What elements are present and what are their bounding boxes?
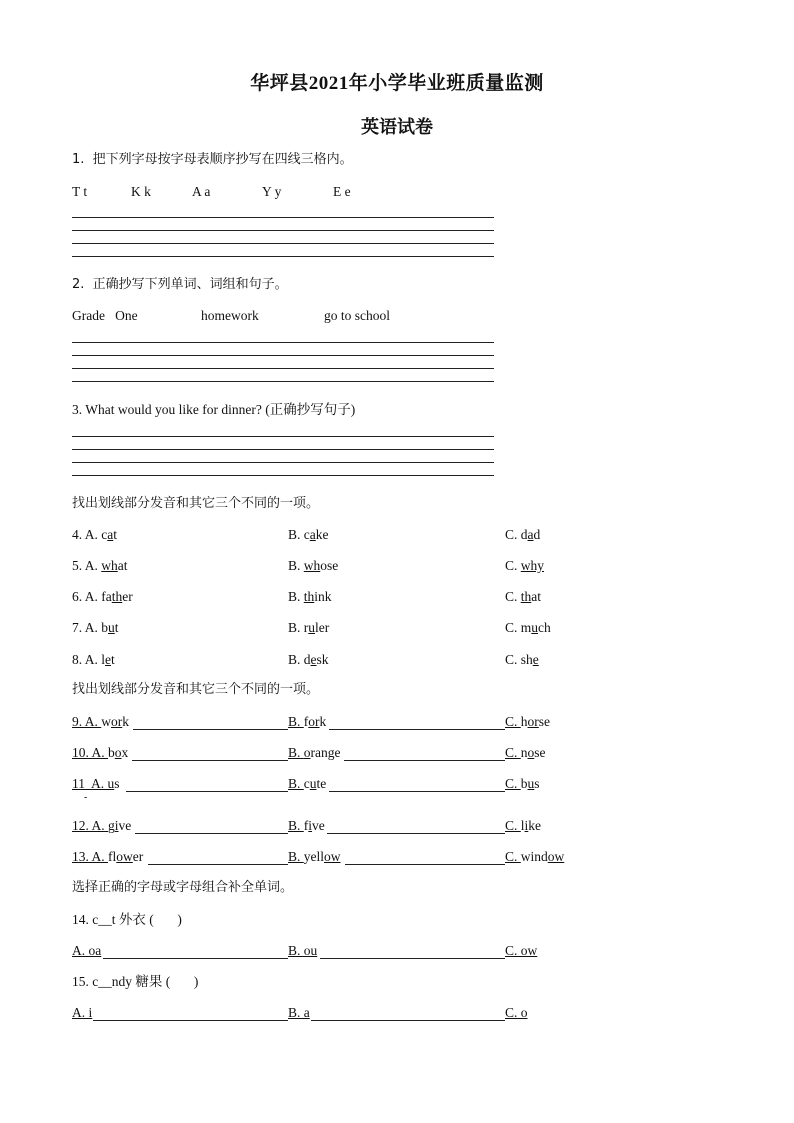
writing-line — [72, 342, 494, 343]
word-part: at — [117, 558, 128, 573]
mc2-option-a[interactable] — [72, 818, 131, 834]
word-part: f — [303, 714, 309, 729]
blank-line — [133, 729, 288, 730]
underlined-sound: i — [308, 818, 313, 833]
underlined-sound: u — [108, 620, 115, 635]
writing-line — [72, 475, 494, 476]
option-letter: C. — [505, 849, 521, 864]
word-part: wind — [520, 849, 548, 864]
underlined-sound: a — [107, 527, 114, 542]
mc1-option-a[interactable] — [72, 620, 119, 636]
word-part: c — [303, 527, 310, 542]
word-part: sh — [520, 652, 533, 667]
mc1-option-a[interactable] — [72, 589, 133, 605]
underlined-sound: wh — [303, 558, 321, 573]
underlined-sound: u — [527, 776, 535, 791]
option-letter: C. — [505, 776, 521, 791]
mc2-option-c[interactable] — [505, 818, 541, 834]
writing-line — [72, 368, 494, 369]
mc1-option-b[interactable] — [288, 558, 338, 574]
word-part: d — [520, 527, 528, 542]
word-part: t — [114, 620, 119, 635]
blank-line — [126, 791, 288, 792]
option-letter: 8. A. — [72, 652, 102, 667]
word-part: sk — [316, 652, 329, 667]
q14-option-b[interactable] — [288, 943, 317, 959]
word-part: l — [520, 818, 525, 833]
underlined-sound: ow — [116, 849, 133, 864]
underlined-sound: why — [520, 558, 545, 573]
word-part: n — [520, 745, 528, 760]
section3-instruction: 选择正确的字母或字母组合补全单词。 — [72, 880, 294, 895]
word-part: f — [303, 818, 309, 833]
option-letter: B. — [288, 776, 304, 791]
writing-line — [72, 256, 494, 257]
option-letter: 12. A. — [72, 818, 109, 833]
mc1-option-b[interactable] — [288, 527, 329, 543]
blank-line — [135, 833, 288, 834]
q1-letter: A a — [192, 184, 211, 199]
q14-text: 14. c__t 外衣 ( ) — [72, 912, 182, 927]
word-part: te — [316, 776, 327, 791]
option-letter: C. — [505, 620, 521, 635]
word-part: se — [538, 714, 551, 729]
option-letter: B. — [288, 745, 304, 760]
word-part: d — [303, 652, 311, 667]
word-part: k — [319, 714, 327, 729]
blank-line — [148, 864, 288, 865]
mc2-option-c[interactable] — [505, 745, 546, 761]
q15-option-a-text: A. i — [72, 1005, 93, 1020]
underlined-sound: e — [532, 652, 539, 667]
mc2-option-a[interactable] — [72, 745, 128, 761]
q15-option-b-text: B. a — [288, 1005, 310, 1020]
underlined-sound: th — [303, 589, 315, 604]
underlined-sound: e — [310, 652, 317, 667]
blank-line — [345, 864, 505, 865]
underlined-sound: i — [524, 818, 529, 833]
word-part: fl — [108, 849, 117, 864]
underlined-sound: or — [111, 714, 123, 729]
writing-line — [72, 381, 494, 382]
option-letter: 9. A. — [72, 714, 102, 729]
mc1-option-b[interactable] — [288, 589, 332, 605]
underlined-sound: u — [308, 620, 316, 635]
option-letter: 11 A. — [72, 776, 108, 791]
underlined-sound: u — [309, 776, 317, 791]
option-letter: B. — [288, 849, 304, 864]
q1-letter: T t — [72, 184, 88, 199]
option-letter: B. — [288, 589, 304, 604]
underlined-sound: or — [308, 714, 320, 729]
option-letter: B. — [288, 818, 304, 833]
word-part: ler — [315, 620, 330, 635]
option-letter: C. — [505, 818, 521, 833]
blank-line — [344, 760, 505, 761]
word-part: at — [531, 589, 542, 604]
q3-prompt: 3. What would you like for dinner? (正确抄写句子) — [72, 402, 356, 417]
underlined-sound: or — [527, 714, 539, 729]
word-part: er — [122, 589, 133, 604]
word-part: fa — [101, 589, 112, 604]
word-part: t — [113, 527, 118, 542]
blank-line — [327, 833, 505, 834]
word-part: ose — [320, 558, 339, 573]
mc2-option-b[interactable] — [288, 818, 325, 834]
q14-option-c-text: C. ow — [505, 943, 538, 958]
word-part: d — [533, 527, 541, 542]
word-part: s — [534, 776, 540, 791]
blank-line — [132, 760, 288, 761]
q14-option-a-text: A. oa — [72, 943, 102, 958]
option-letter: 6. A. — [72, 589, 102, 604]
writing-line — [72, 355, 494, 356]
q15-text: 15. c__ndy 糖果 ( ) — [72, 974, 199, 989]
mc2-option-b[interactable] — [288, 776, 326, 792]
option-letter: B. — [288, 558, 304, 573]
mc2-option-c[interactable] — [505, 776, 540, 792]
word-part: r — [303, 620, 309, 635]
word-part: g — [108, 818, 115, 833]
mc2-option-a[interactable] — [72, 776, 120, 792]
mc1-option-c[interactable] — [505, 620, 551, 636]
blank-line — [329, 791, 505, 792]
option-letter: C. — [505, 745, 521, 760]
stray-mark: - — [84, 792, 88, 803]
word-part: ink — [314, 589, 332, 604]
q2-item: go to school — [324, 308, 390, 323]
word-part: l — [101, 652, 106, 667]
q2-item: homework — [201, 308, 259, 323]
mc2-option-b[interactable] — [288, 849, 341, 865]
option-letter: C. — [505, 652, 521, 667]
option-letter: B. — [288, 527, 304, 542]
mc2-option-a[interactable] — [72, 849, 143, 865]
word-part: b — [520, 776, 528, 791]
q14-option-b-text: B. ou — [288, 943, 318, 958]
option-letter: C. — [505, 714, 521, 729]
q15-prompt — [72, 974, 198, 990]
option-letter: B. — [288, 652, 304, 667]
q15-option-c-text: C. o — [505, 1005, 528, 1020]
writing-line — [72, 230, 494, 231]
option-letter: C. — [505, 589, 521, 604]
blank-line — [93, 1020, 288, 1021]
mc2-option-a[interactable] — [72, 714, 129, 730]
blank-line — [103, 958, 288, 959]
underlined-sound: th — [520, 589, 532, 604]
word-part: x — [121, 745, 129, 760]
option-letter: 10. A. — [72, 745, 109, 760]
word-part: s — [114, 776, 120, 791]
q1-letter: E e — [333, 184, 351, 199]
q14-prompt — [72, 912, 182, 928]
word-part: m — [520, 620, 532, 635]
word-part: ve — [312, 818, 325, 833]
blank-line — [320, 958, 505, 959]
underlined-sound: u — [531, 620, 539, 635]
underlined-sound: wh — [101, 558, 118, 573]
writing-line — [72, 243, 494, 244]
mc1-option-a[interactable] — [72, 527, 117, 543]
mc1-option-c[interactable] — [505, 652, 539, 668]
mc2-option-c[interactable] — [505, 849, 564, 865]
mc1-option-c[interactable] — [505, 527, 540, 543]
mc2-option-b[interactable] — [288, 745, 341, 761]
option-letter: 13. A. — [72, 849, 109, 864]
underlined-sound: o — [114, 745, 122, 760]
q15-option-a[interactable] — [72, 1005, 92, 1021]
underlined-sound: th — [111, 589, 123, 604]
word-part: yell — [303, 849, 325, 864]
mc1-option-c[interactable] — [505, 558, 544, 574]
underlined-sound: ow — [547, 849, 565, 864]
word-part: se — [534, 745, 546, 760]
word-part: c — [101, 527, 108, 542]
q1-letter: Y y — [262, 184, 282, 199]
writing-line — [72, 436, 494, 437]
exam-title: 华坪县2021年小学毕业班质量监测 — [250, 73, 544, 94]
q1-prompt: 1. 把下列字母按字母表顺序抄写在四线三格内。 — [72, 152, 353, 167]
section1-instruction: 找出划线部分发音和其它三个不同的一项。 — [72, 496, 320, 511]
word-part: er — [132, 849, 144, 864]
section2-instruction: 找出划线部分发音和其它三个不同的一项。 — [72, 682, 320, 697]
underlined-sound: ow — [324, 849, 341, 864]
word-part: b — [108, 745, 115, 760]
word-part: ch — [538, 620, 551, 635]
blank-line — [329, 729, 505, 730]
writing-line — [72, 462, 494, 463]
mc1-option-a[interactable] — [72, 558, 128, 574]
option-letter: 7. A. — [72, 620, 102, 635]
mc1-option-b[interactable] — [288, 652, 329, 668]
q1-letter: K k — [131, 184, 151, 199]
word-part: w — [101, 714, 112, 729]
q15-option-c[interactable] — [505, 1005, 528, 1021]
writing-line — [72, 217, 494, 218]
mc2-option-c[interactable] — [505, 714, 550, 730]
word-part: ke — [315, 527, 329, 542]
q14-option-c[interactable] — [505, 943, 537, 959]
exam-subtitle: 英语试卷 — [361, 117, 433, 137]
option-letter: 5. A. — [72, 558, 102, 573]
underlined-sound: a — [309, 527, 316, 542]
option-letter: C. — [505, 558, 521, 573]
blank-line — [311, 1020, 505, 1021]
writing-line — [72, 449, 494, 450]
q2-item: Grade One — [72, 308, 138, 323]
option-letter: B. — [288, 714, 304, 729]
word-part: k — [122, 714, 130, 729]
option-letter: 4. A. — [72, 527, 102, 542]
underlined-sound: u — [107, 776, 115, 791]
option-letter: C. — [505, 527, 521, 542]
underlined-sound: a — [527, 527, 534, 542]
word-part: range — [310, 745, 341, 760]
word-part: h — [520, 714, 528, 729]
mc1-option-a[interactable] — [72, 652, 115, 668]
mc1-option-b[interactable] — [288, 620, 329, 636]
mc2-option-b[interactable] — [288, 714, 326, 730]
underlined-sound: o — [303, 745, 311, 760]
option-letter: B. — [288, 620, 304, 635]
word-part: ke — [528, 818, 542, 833]
q2-prompt: 2. 正确抄写下列单词、词组和句子。 — [72, 277, 288, 292]
mc1-option-c[interactable] — [505, 589, 541, 605]
underlined-sound: i — [114, 818, 119, 833]
q15-option-b[interactable] — [288, 1005, 310, 1021]
q14-option-a[interactable] — [72, 943, 101, 959]
word-part: t — [111, 652, 115, 667]
underlined-sound: o — [527, 745, 535, 760]
underlined-sound: e — [105, 652, 112, 667]
word-part: c — [303, 776, 310, 791]
word-part: b — [101, 620, 109, 635]
word-part: ve — [118, 818, 132, 833]
